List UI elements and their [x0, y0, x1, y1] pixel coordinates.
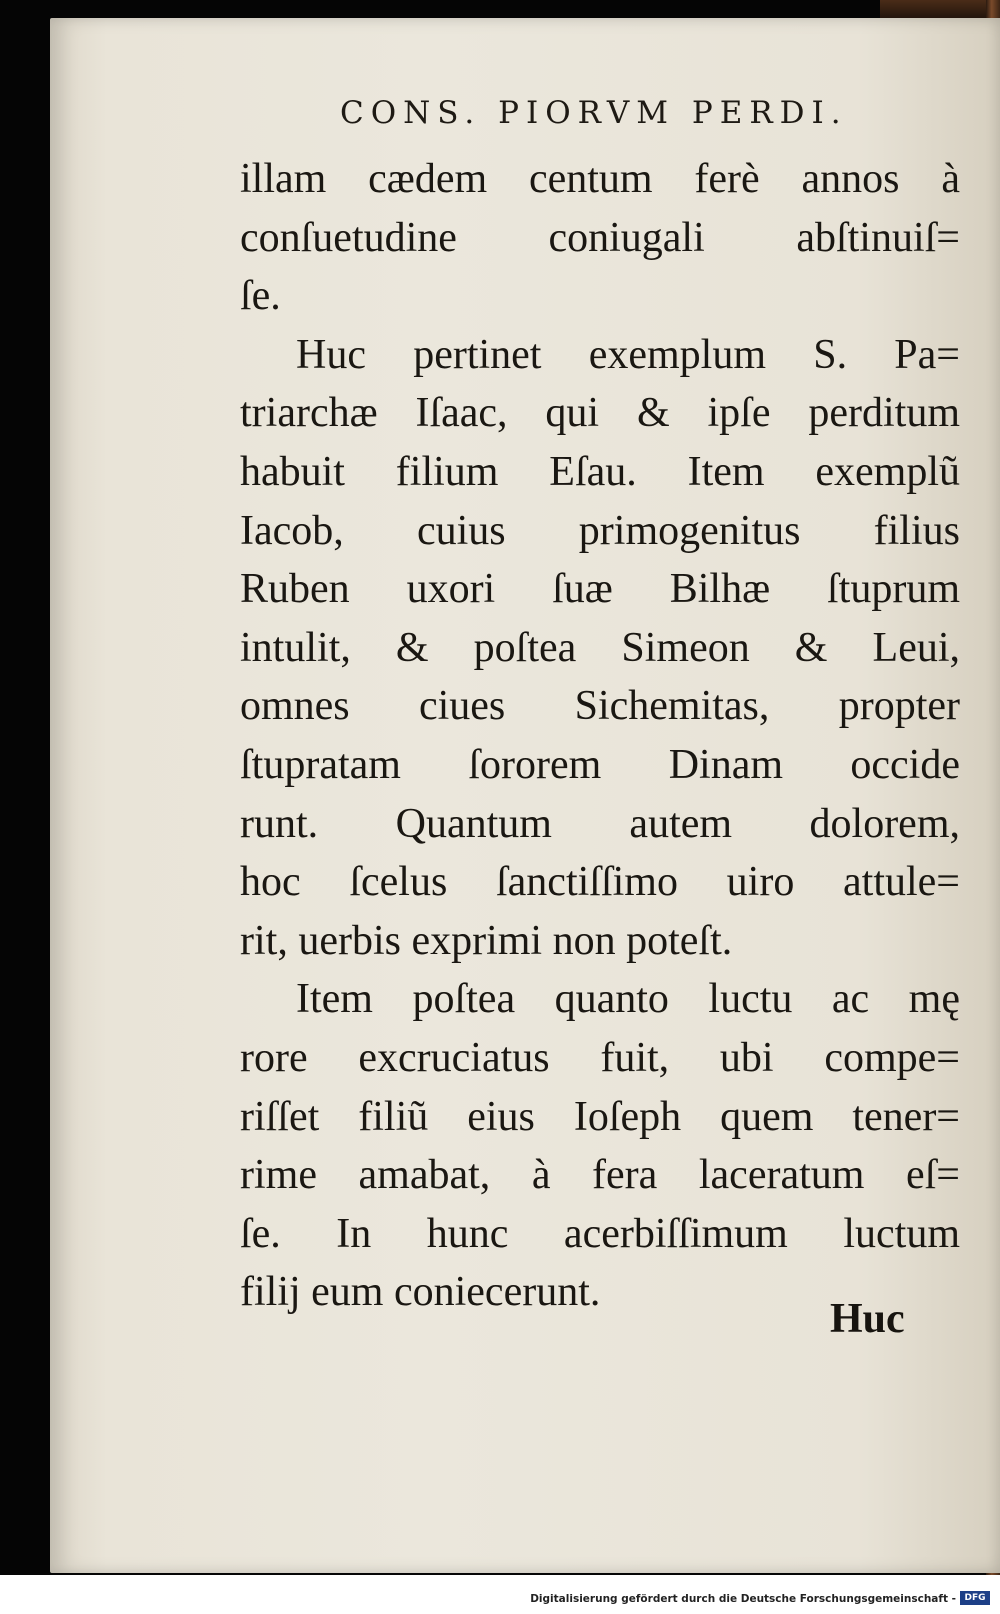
text-line: riſſet filiũ eius Ioſeph quem tener= — [240, 1093, 960, 1140]
text-line: rore excruciatus fuit, ubi compe= — [240, 1034, 960, 1081]
text-line: runt. Quantum autem dolorem, — [240, 800, 960, 847]
text-line: ſe. In hunc acerbiſſimum luctum — [240, 1210, 960, 1257]
text-line: rime amabat, à fera laceratum eſ= — [240, 1152, 960, 1199]
text-line: illam cædem centum ferè annos à — [240, 156, 960, 202]
running-head: CONS. PIORVM PERDI. — [340, 95, 848, 131]
text-line: Ruben uxori ſuæ Bilhæ ſtuprum — [240, 566, 960, 613]
text-line: rit, uerbis exprimi non poteſt. — [240, 917, 733, 964]
text-line: habuit filium Eſau. Item exemplũ — [240, 448, 960, 495]
text-line: ſe. — [240, 273, 281, 320]
text-line: Iacob, cuius primogenitus filius — [240, 507, 960, 554]
text-line: triarchæ Iſaac, qui & ipſe perditum — [240, 390, 960, 437]
catchword: Huc — [830, 1296, 905, 1342]
text-line: intulit, & poſtea Simeon & Leui, — [240, 624, 960, 671]
text-line: Huc pertinet exemplum S. Pa= — [296, 331, 960, 378]
funding-credit: Digitalisierung gefördert durch die Deutsche Forschungsgemeinschaft - — [530, 1593, 956, 1605]
text-line: conſuetudine coniugali abſtinuiſ= — [240, 214, 960, 261]
text-line: hoc ſcelus ſanctiſſimo uiro attule= — [240, 859, 960, 906]
text-line: ſtupratam ſororem Dinam occide — [240, 741, 960, 788]
dfg-logo: DFG — [960, 1591, 990, 1605]
body-text — [240, 150, 960, 1322]
text-line: Item poſtea quanto luctu ac mę — [296, 976, 960, 1023]
text-line: omnes ciues Sichemitas, propter — [240, 683, 960, 730]
text-line: filij eum coniecerunt. — [240, 1269, 601, 1316]
